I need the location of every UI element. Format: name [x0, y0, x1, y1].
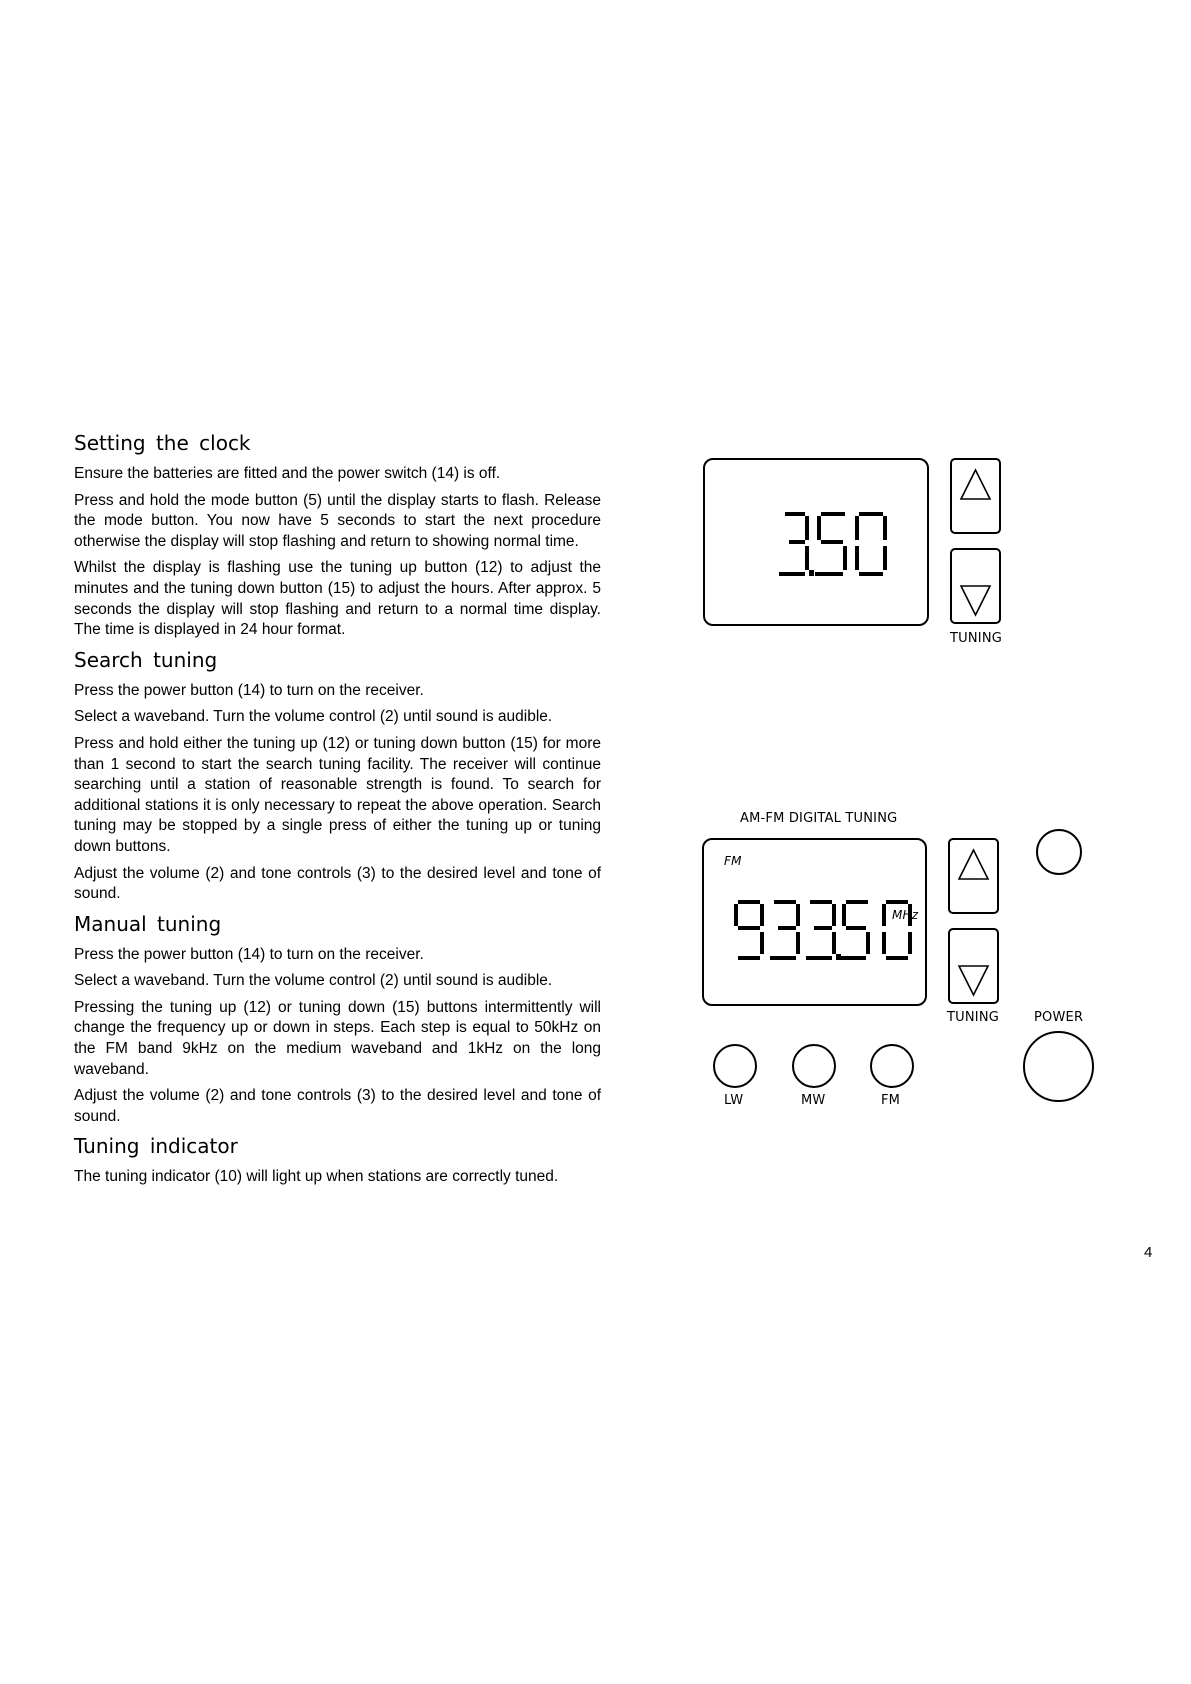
clock-display-digits: [777, 510, 897, 580]
paragraph: Pressing the tuning up (12) or tuning down (15) buttons intermittently will change the frequency up or down in steps. Each step is equal to 50kHz on the FM band 9kHz on the medium waveband and 1kHz on the long waveband.: [74, 998, 601, 1078]
tuning-up-button[interactable]: [948, 838, 999, 914]
triangle-up-icon: [950, 840, 997, 912]
radio-display-digits: [734, 898, 894, 962]
fm-label: FM: [881, 1093, 901, 1108]
triangle-down-icon: [952, 550, 999, 622]
tuning-up-button[interactable]: [950, 458, 1001, 534]
paragraph: Press the power button (14) to turn on the receiver.: [74, 945, 424, 963]
fm-band-button[interactable]: [870, 1044, 914, 1088]
tuning-label: TUNING: [950, 631, 1003, 646]
clock-display-panel: [703, 458, 929, 626]
triangle-down-icon: [950, 930, 997, 1002]
band-indicator: FM: [724, 854, 742, 868]
section-search-tuning: [74, 647, 601, 905]
paragraph: Select a waveband. Turn the volume control (2) until sound is audible.: [74, 708, 553, 726]
unit-label: MHz: [892, 908, 919, 922]
section-tuning-indicator: [74, 1133, 601, 1188]
section-title: Tuning indicator: [74, 1134, 238, 1159]
diagram-title: AM-FM DIGITAL TUNING: [740, 811, 898, 826]
paragraph: The tuning indicator (10) will light up when stations are correctly tuned.: [74, 1168, 559, 1186]
power-button[interactable]: [1023, 1031, 1094, 1102]
section-title: Manual tuning: [74, 911, 222, 936]
paragraph: Adjust the volume (2) and tone controls (3) to the desired level and tone of sound.: [74, 1087, 601, 1125]
paragraph: Press the power button (14) to turn on the receiver.: [74, 681, 424, 699]
section-manual-tuning: [74, 911, 601, 1128]
triangle-up-icon: [952, 460, 999, 532]
tuning-down-button[interactable]: [948, 928, 999, 1004]
paragraph: Ensure the batteries are fitted and the power switch (14) is off.: [74, 465, 501, 482]
tuning-label: TUNING: [947, 1010, 1000, 1025]
page-number: 4: [1144, 1244, 1153, 1261]
section-title: Setting the clock: [74, 431, 251, 455]
paragraph: Adjust the volume (2) and tone controls (3) to the desired level and tone of sound.: [74, 864, 601, 903]
paragraph: Whilst the display is flashing use the tuning up button (12) to adjust the minutes and the tuning down button (15) to adjust the hours. After approx. 5 seconds the display will stop flashing and return to a normal time display. The time is displayed in 24 hour format.: [74, 559, 601, 639]
paragraph: Select a waveband. Turn the volume control (2) until sound is audible.: [74, 972, 553, 990]
section-setting-clock: [74, 430, 601, 641]
radio-display-panel: [702, 838, 927, 1006]
lw-label: LW: [724, 1093, 744, 1108]
instructions-column: [74, 430, 601, 1194]
mw-label: MW: [801, 1093, 826, 1108]
power-label: POWER: [1034, 1010, 1084, 1025]
section-title: Search tuning: [74, 647, 218, 672]
tuning-down-button[interactable]: [950, 548, 1001, 624]
lw-band-button[interactable]: [713, 1044, 757, 1088]
paragraph: Press and hold either the tuning up (12) or tuning down button (15) for more than 1 second to start the search tuning facility. The receiver will continue searching until a station of reasonable strength is found. To search for additional stations it is only necessary to repeat the above operation. Search tuning may be stopped by a single press of either the tuning up or tuning down buttons.: [74, 734, 601, 855]
tuning-indicator-light: [1036, 829, 1082, 875]
mw-band-button[interactable]: [792, 1044, 836, 1088]
paragraph: Press and hold the mode button (5) until the display starts to flash. Release the mode button. You now have 5 seconds to start the next procedure otherwise the display will stop flashing and return to showing normal time.: [74, 491, 601, 550]
